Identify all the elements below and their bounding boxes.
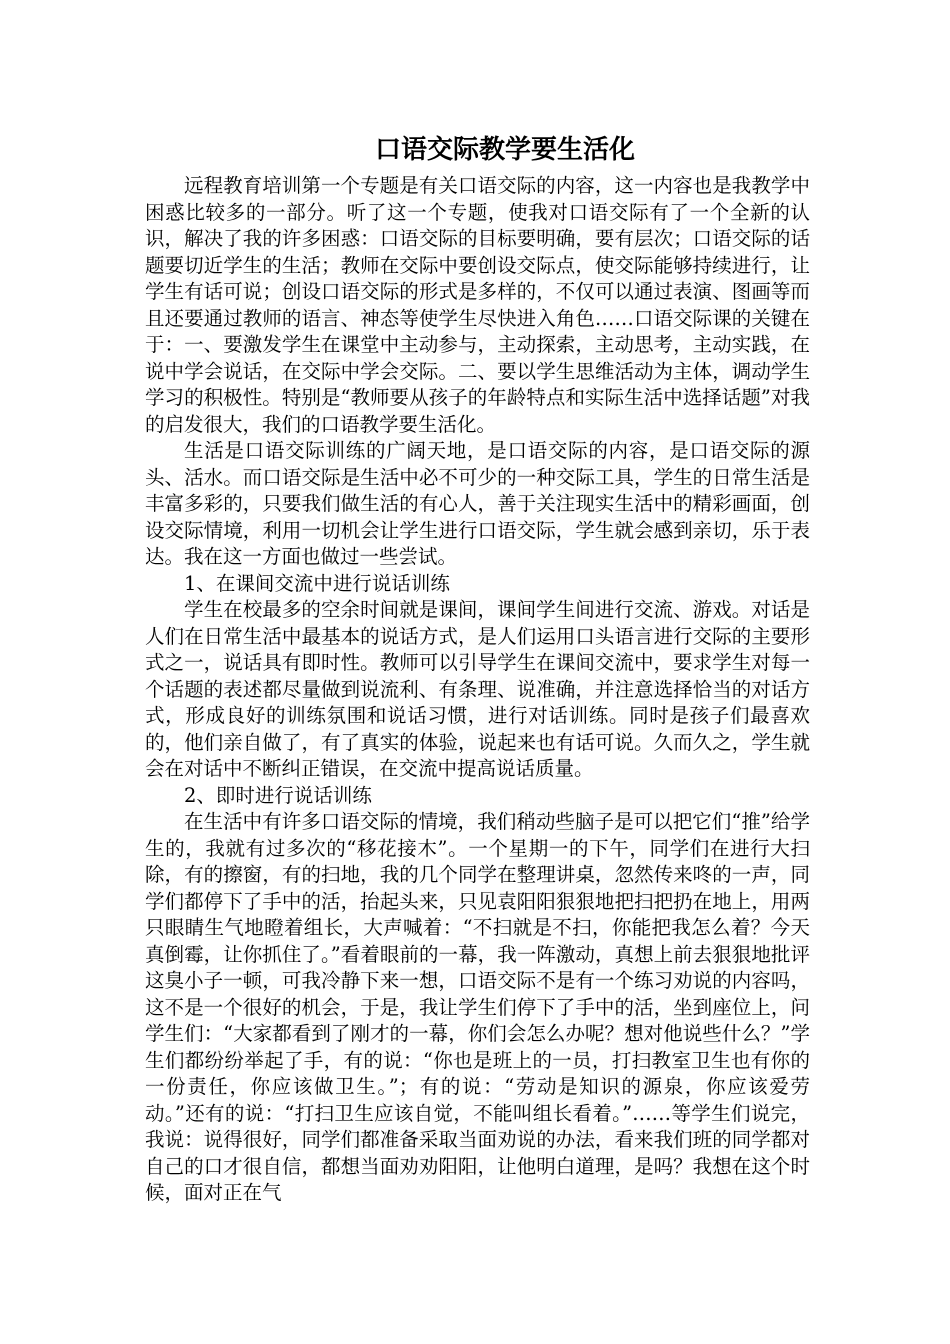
section-heading-1: 1、在课间交流中进行说话训练 (184, 571, 450, 595)
document-title: 口语交际教学要生活化 (374, 135, 635, 165)
paragraph-life: 生活是口语交际训练的广阔天地，是口语交际的内容，是口语交际的源头、活水。而口语交际是生活中必不可少的一种交际工具，学生的日常生活是丰富多彩的，只要我们做生活的有心人，善于关注现实生活中的精彩画面，创设交际情境，利用一切机会让学生进行口语交际，学生就会感到亲切，乐于表达。我在这一方面也做过一些尝试。 (145, 439, 810, 568)
paragraph-intro: 远程教育培训第一个专题是有关口语交际的内容，这一内容也是我教学中困惑比较多的一部分。听了这一个专题，使我对口语交际有了一个全新的认识，解决了我的许多困惑：口语交际的目标要明确，要有层次；口语交际的话题要切近学生的生活；教师在交际中要创设交际点，使交际能够持续进行，让学生有话可说；创设口语交际的形式是多样的，不仅可以通过表演、图画等而且还要通过教师的语言、神态等使学生尽快进入角色……口语交际课的关键在于：一、要激发学生在课堂中主动参与，主动探索，主动思考，主动实践，在说中学会说话，在交际中学会交际。二、要以学生思维活动为主体，调动学生学习的积极性。特别是“教师要从孩子的年龄特点和实际生活中选择话题”对我的启发很大，我们的口语教学要生活化。 (145, 174, 810, 436)
section-heading-2: 2、即时进行说话训练 (184, 783, 372, 807)
paragraph-section-1: 学生在校最多的空余时间就是课间，课间学生间进行交流、游戏。对话是人们在日常生活中最基本的说话方式，是人们运用口头语言进行交际的主要形式之一，说话具有即时性。教师可以引导学生在课间交流中，要求学生对每一个话题的表述都尽量做到说流利、有条理、说准确，并注意选择恰当的对话方式，形成良好的训练氛围和说话习惯，进行对话训练。同时是孩子们最喜欢的，他们亲自做了，有了真实的体验，说起来也有话可说。久而久之，学生就会在对话中不断纠正错误，在交流中提高说话质量。 (145, 598, 810, 780)
paragraph-section-2: 在生活中有许多口语交际的情境，我们稍动些脑子是可以把它们“推”给学生的，我就有过多次的“移花接木”。一个星期一的下午，同学们在进行大扫除，有的擦窗，有的扫地，我的几个同学在整理讲桌，忽然传来咚的一声，同学们都停下了手中的活，抬起头来，只见袁阳阳狠狠地把扫把扔在地上，用两只眼睛生气地瞪着组长，大声喊着：“不扫就是不扫，你能把我怎么着？今天真倒霉，让你抓住了。”看着眼前的一幕，我一阵激动，真想上前去狠狠地批评这臭小子一顿，可我冷静下来一想，口语交际不是有一个练习劝说的内容吗，这不是一个很好的机会，于是，我让学生们停下了手中的活，坐到座位上，问学生们：“大家都看到了刚才的一幕，你们会怎么办呢？想对他说些什么？”学生们都纷纷举起了手，有的说：“你也是班上的一员，打扫教室卫生也有你的一份责任，你应该做卫生。”；有的说：“劳动是知识的源泉，你应该爱劳动。”还有的说：“打扫卫生应该自觉，不能叫组长看着。”……等学生们说完，我说：说得很好，同学们都准备采取当面劝说的办法，看来我们班的同学都对自己的口才很自信，都想当面劝劝阳阳，让他明白道理，是吗？我想在这个时候，面对正在气 (145, 810, 810, 1204)
document-body (145, 173, 810, 1207)
